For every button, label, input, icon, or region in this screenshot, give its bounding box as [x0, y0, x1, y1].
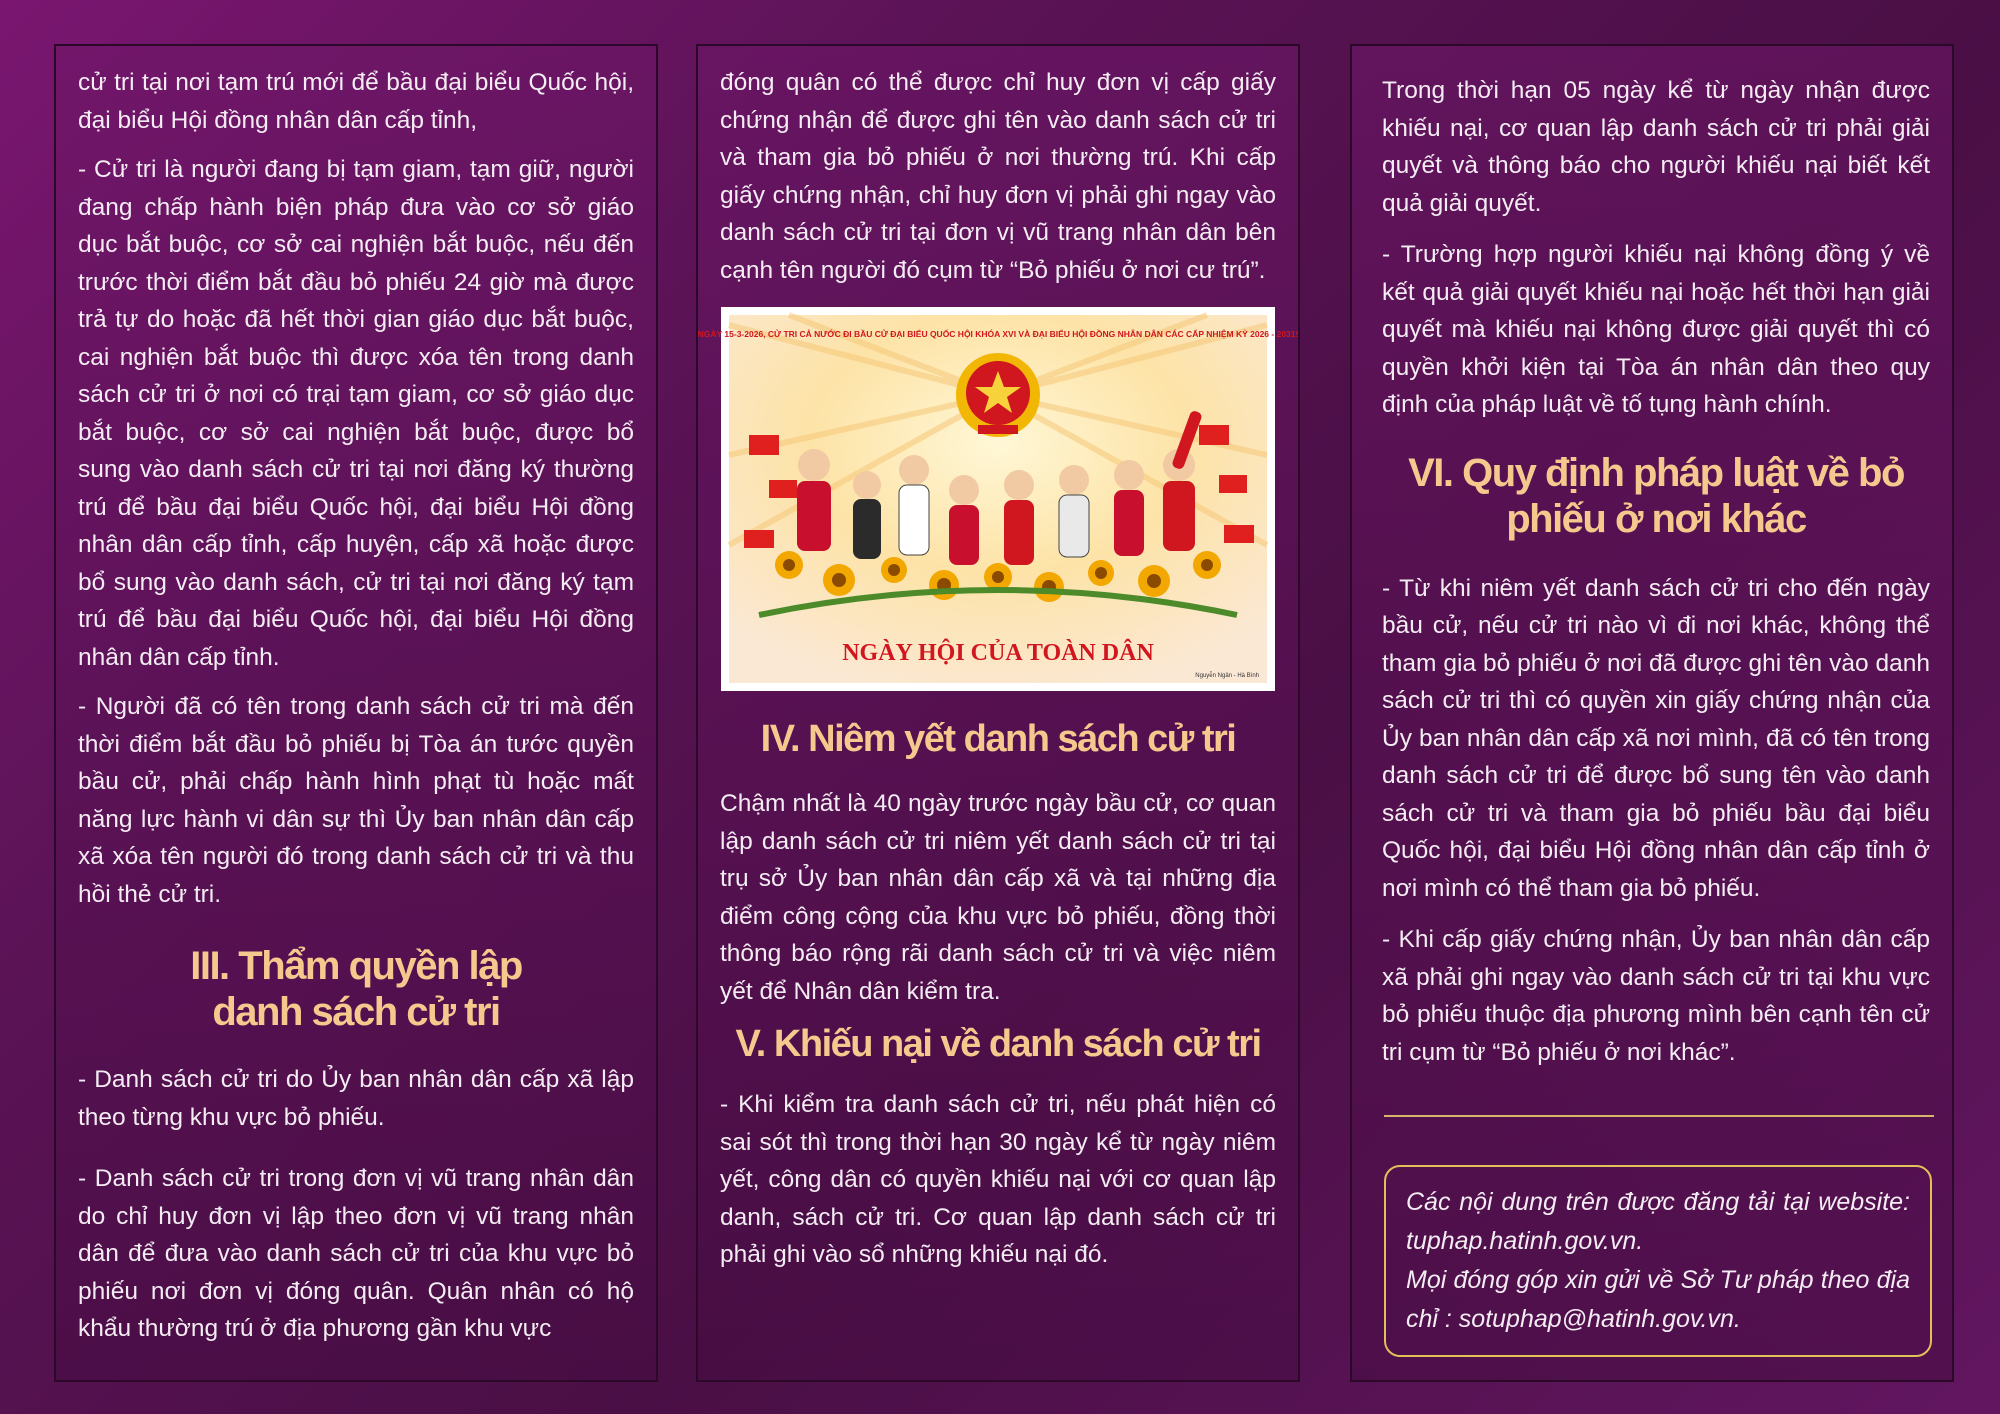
column-3-panel	[1350, 44, 1954, 1382]
gold-divider	[1384, 1115, 1934, 1117]
col1-paragraph-1: cử tri tại nơi tạm trú mới để bầu đại biểu Quốc hội, đại biểu Hội đồng nhân dân cấp tỉnh,	[78, 69, 634, 134]
election-poster-art	[697, 315, 1299, 683]
column-1-panel	[54, 44, 658, 1382]
col3-paragraph-3: - Từ khi niêm yết danh sách cử tri cho đến ngày bầu cử, nếu cử tri nào vì đi nơi khác, không thể tham gia bỏ phiếu ở nơi đã được ghi tên vào danh sách cử tri thì có quyền xin giấy chứng nhận của Ủy ban nhân dân cấp xã nơi mình, đã có tên trong danh sách cử tri để được bổ sung tên vào danh sách cử tri và tham gia bỏ phiếu bầu đại biểu Quốc hội, đại biểu Hội đồng nhân dân cấp tỉnh ở nơi mình có thể tham gia bỏ phiếu.	[1382, 574, 1930, 902]
col3-paragraph-2: - Trường hợp người khiếu nại không đồng ý về kết quả giải quyết khiếu nại hoặc hết thời hạn giải quyết mà khiếu nại không được giải quyết thì có quyền khởi kiện tại Tòa án nhân dân theo quy định của pháp luật về tố tụng hành chính.	[1382, 241, 1930, 418]
column-2-panel	[696, 44, 1300, 1382]
col2-paragraph-3: - Khi kiểm tra danh sách cử tri, nếu phát hiện có sai sót thì trong thời hạn 30 ngày kể từ ngày niêm yết, công dân có quyền khiếu nại với cơ quan lập danh, sách cử tri. Cơ quan lập danh sách cử tri phải ghi vào sổ những khiếu nại đó.	[720, 1091, 1276, 1268]
col1-paragraph-4: - Danh sách cử tri do Ủy ban nhân dân cấp xã lập theo từng khu vực bỏ phiếu.	[78, 1066, 634, 1131]
contact-note-box	[1384, 1165, 1932, 1357]
col1-paragraph-3: - Người đã có tên trong danh sách cử tri mà đến thời điểm bắt đầu bỏ phiếu bị Tòa án tước quyền bầu cử, phải chấp hành hình phạt tù hoặc mất năng lực hành vi dân sự thì Ủy ban nhân dân cấp xã xóa tên người đó trong danh sách cử tri và thu hồi thẻ cử tri.	[78, 693, 634, 908]
col1-paragraph-2: - Cử tri là người đang bị tạm giam, tạm giữ, người đang chấp hành biện pháp đưa vào cơ sở giáo dục bắt buộc, cơ sở cai nghiện bắt buộc, nếu đến trước thời điểm bắt đầu bỏ phiếu 24 giờ mà được trả tự do hoặc đã hết thời gian giáo dục bắt buộc, cai nghiện bắt buộc thì được xóa tên trong danh sách cử tri ở nơi có trại tạm giam, cơ sở giáo dục bắt buộc, cơ sở cai nghiện bắt buộc, được bổ sung vào danh sách cử tri tại nơi đăng ký thường trú để bầu đại biểu Quốc hội, đại biểu Hội đồng nhân dân cấp tỉnh, cấp huyện, cấp xã hoặc được bổ sung vào danh sách, cử tri tại nơi đăng ký tạm trú để bầu đại biểu Quốc hội, đại biểu Hội đồng nhân dân cấp tỉnh.	[78, 156, 634, 671]
note-email-line: Mọi đóng góp xin gửi về Sở Tư pháp theo địa chỉ : sotuphap@hatinh.gov.vn.	[1406, 1266, 1910, 1333]
poster-title: NGÀY HỘI CỦA TOÀN DÂN	[842, 640, 1154, 666]
section-vi-heading-line1: VI. Quy định pháp luật về bỏ	[1408, 450, 1904, 495]
national-emblem	[956, 353, 1040, 437]
section-iv-heading: IV. Niêm yết danh sách cử tri	[760, 718, 1236, 760]
col1-paragraph-5: - Danh sách cử tri trong đơn vị vũ trang nhân dân do chỉ huy đơn vị lập theo đơn vị vũ trang nhân dân để đưa vào danh sách cử tri của khu vực bỏ phiếu nơi đơn vị đóng quân. Quân nhân có hộ khẩu thường trú ở địa phương gần khu vực	[78, 1165, 634, 1342]
col3-paragraph-4: - Khi cấp giấy chứng nhận, Ủy ban nhân dân cấp xã phải ghi ngay vào danh sách cử tri tại khu vực bỏ phiếu thuộc địa phương mình bên cạnh tên cử tri cụm từ “Bỏ phiếu ở nơi khác”.	[1382, 926, 1930, 1066]
section-iii-heading-line1: III. Thẩm quyền lập	[190, 944, 522, 988]
col2-paragraph-2: Chậm nhất là 40 ngày trước ngày bầu cử, cơ quan lập danh sách cử tri niêm yết danh sách cử tri tại trụ sở Ủy ban nhân dân cấp xã và tại những địa điểm công cộng của khu vực bỏ phiếu, đồng thời thông báo rộng rãi danh sách cử tri và việc niêm yết để Nhân dân kiểm tra.	[720, 790, 1276, 1005]
section-v-heading: V. Khiếu nại về danh sách cử tri	[735, 1023, 1261, 1065]
note-website-line: Các nội dung trên được đăng tải tại website: tuphap.hatinh.gov.vn.	[1406, 1188, 1910, 1255]
section-vi-heading-line2: phiếu ở nơi khác	[1506, 496, 1806, 541]
section-iii-heading	[78, 943, 634, 1035]
section-vi-heading	[1382, 450, 1930, 542]
section-iii-heading-line2: danh sách cử tri	[212, 990, 500, 1034]
poster-credit: Nguyễn Ngân - Hà Bình	[1195, 673, 1259, 679]
election-poster-image	[697, 307, 1299, 691]
poster-top-text: NGÀY 15-3-2026, CỬ TRI CẢ NƯỚC ĐI BẦU CỬ ĐẠI BIỂU QUỐC HỘI KHÓA XVI VÀ ĐẠI BIỂU HỘI ĐỒNG NHÂN DÂN CÁC CẤP NHIỆM KỲ 2026 - 2031!	[697, 329, 1299, 339]
col3-paragraph-1: Trong thời hạn 05 ngày kể từ ngày nhận được khiếu nại, cơ quan lập danh sách cử tri phải giải quyết và thông báo cho người khiếu nại biết kết quả giải quyết.	[1382, 77, 1930, 217]
col2-paragraph-1: đóng quân có thể được chỉ huy đơn vị cấp giấy chứng nhận để được ghi tên vào danh sách cử tri và tham gia bỏ phiếu ở nơi thường trú. Khi cấp giấy chứng nhận, chỉ huy đơn vị phải ghi ngay vào danh sách cử tri tại đơn vị vũ trang nhân dân bên cạnh tên người đó cụm từ “Bỏ phiếu ở nơi cư trú”.	[720, 69, 1276, 284]
